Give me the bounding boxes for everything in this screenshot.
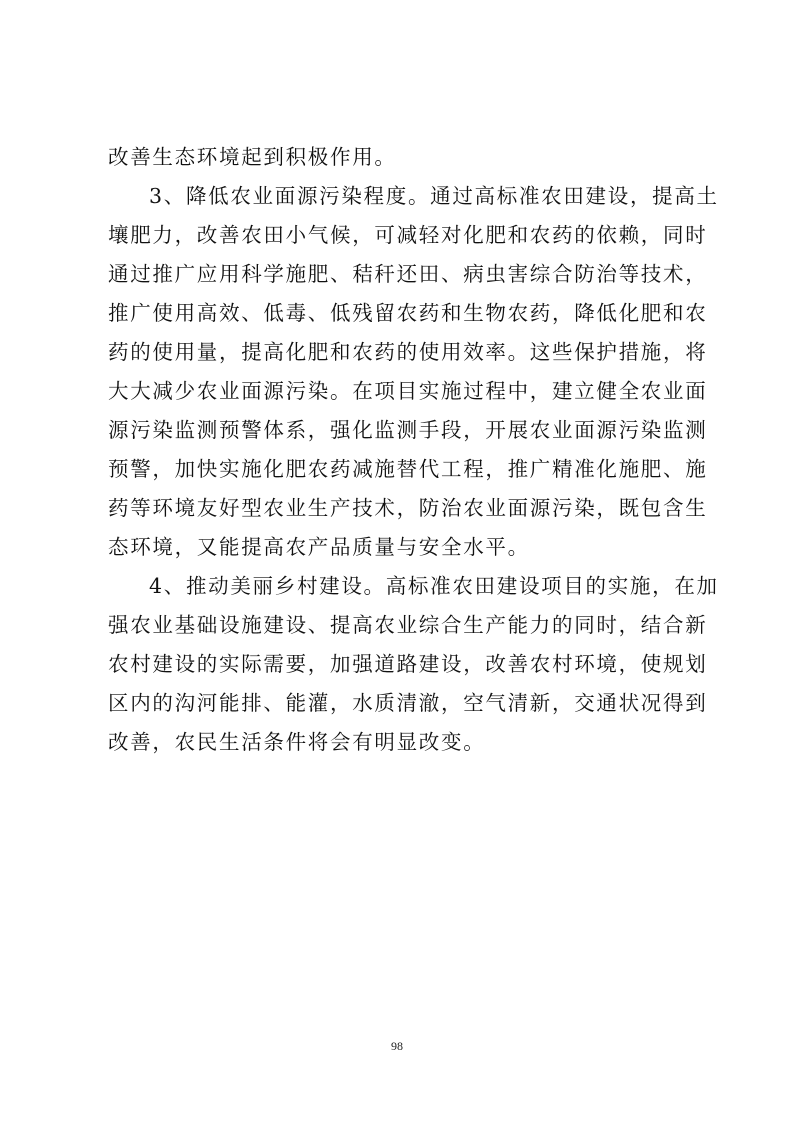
text-line: 改善生态环境起到积极作用。	[108, 145, 397, 169]
text-line: 预警，加快实施化肥农药减施替代工程，推广精准化施肥、施	[108, 457, 708, 481]
page-number: 98	[391, 1039, 403, 1053]
body-text	[108, 138, 719, 762]
text-line: 壤肥力，改善农田小气候，可减轻对化肥和农药的依赖，同时	[108, 223, 708, 247]
text-line: 强农业基础设施建设、提高农业综合生产能力的同时，结合新	[108, 613, 708, 637]
text-line: 推广使用高效、低毒、低残留农药和生物农药，降低化肥和农	[108, 301, 708, 325]
text-line: 药等环境友好型农业生产技术，防治农业面源污染，既包含生	[108, 496, 708, 520]
text-line: 农村建设的实际需要，加强道路建设，改善农村环境，使规划	[108, 652, 708, 676]
text-line: 态环境，又能提高农产品质量与安全水平。	[108, 535, 530, 559]
text-line: 源污染监测预警体系，强化监测手段，开展农业面源污染监测	[108, 418, 708, 442]
text-line: 药的使用量，提高化肥和农药的使用效率。这些保护措施，将	[108, 340, 708, 364]
paragraph-3-heading-line: 3、降低农业面源污染程度。通过高标准农田建设，提高土	[149, 184, 719, 208]
paragraph-4-heading-line: 4、推动美丽乡村建设。高标准农田建设项目的实施，在加	[149, 574, 719, 598]
text-line: 大大减少农业面源污染。在项目实施过程中，建立健全农业面	[108, 379, 708, 403]
text-line: 通过推广应用科学施肥、秸秆还田、病虫害综合防治等技术，	[108, 262, 708, 286]
text-line: 改善，农民生活条件将会有明显改变。	[108, 730, 486, 754]
text-line: 区内的沟河能排、能灌，水质清澈，空气清新，交通状况得到	[108, 691, 708, 715]
